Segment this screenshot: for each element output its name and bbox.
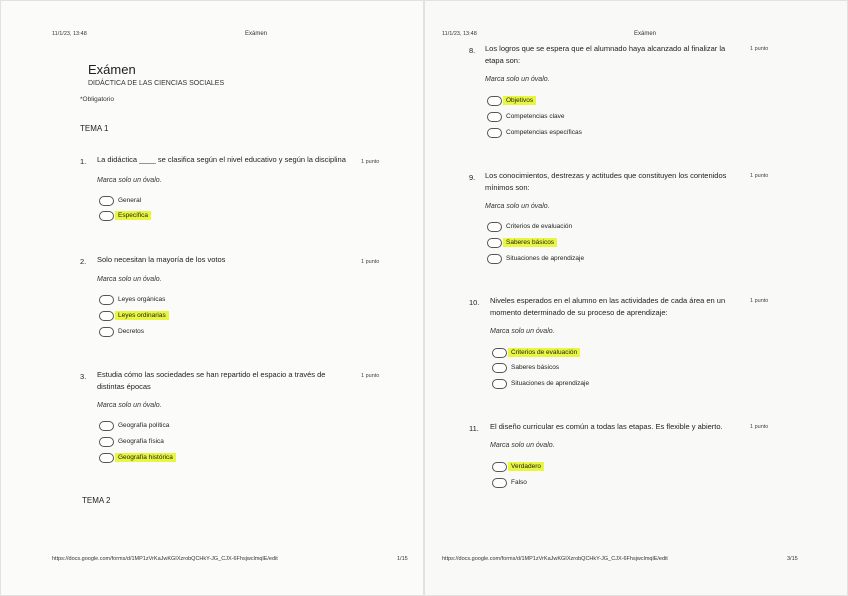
- question-points: 1 punto: [750, 173, 769, 179]
- option-geografia-politica[interactable]: [99, 420, 170, 431]
- question-instruction: Marca solo un óvalo.: [97, 276, 162, 283]
- footer-url: https://docs.google.com/forms/d/1MP1zVrKaJwKGIXzrobQCHkY-JG_CJX-6FhsjwclmqlE/edit: [442, 556, 668, 562]
- section-title-1: TEMA 1: [80, 124, 109, 133]
- radio-oval[interactable]: [99, 453, 114, 463]
- option-competencias-especificas[interactable]: [487, 127, 583, 138]
- option-label-highlighted: Criterios de evaluación: [508, 348, 580, 357]
- question-text: Los logros que se espera que el alumnado haya alcanzado al finalizar la etapa son:: [485, 44, 726, 65]
- option-label-highlighted: Leyes ordinarias: [115, 311, 169, 320]
- radio-oval[interactable]: [99, 196, 114, 206]
- radio-oval[interactable]: [99, 311, 114, 321]
- option-label-highlighted: Verdadero: [508, 462, 544, 471]
- option-especifica[interactable]: [99, 210, 151, 221]
- option-objetivos[interactable]: [487, 95, 536, 106]
- footer-url: https://docs.google.com/forms/d/1MP1zVrKaJwKGIXzrobQCHkY-JG_CJX-6FhsjwclmqlE/edit: [52, 556, 278, 562]
- radio-oval[interactable]: [492, 478, 507, 488]
- option-label: Falso: [511, 479, 527, 486]
- option-competencias-clave[interactable]: [487, 111, 566, 122]
- option-falso[interactable]: [492, 477, 528, 488]
- option-label: General: [118, 197, 142, 204]
- option-label-highlighted: Geografía histórica: [115, 453, 176, 462]
- radio-oval[interactable]: [487, 238, 502, 248]
- question-number: 11.: [469, 424, 479, 433]
- option-label: Leyes orgánicas: [118, 296, 166, 303]
- header-title: Exámen: [634, 31, 657, 37]
- option-leyes-ordinarias[interactable]: [99, 310, 169, 321]
- question-points: 1 punto: [361, 159, 380, 165]
- question-points: 1 punto: [361, 259, 380, 265]
- option-label-highlighted: Saberes básicos: [503, 238, 557, 247]
- question-text: Niveles esperados en el alumno en las actividades de cada área en un momento determinado de su proceso de aprendizaje:: [490, 296, 726, 317]
- option-label-highlighted: Específica: [115, 211, 151, 220]
- radio-oval[interactable]: [492, 462, 507, 472]
- question-points: 1 punto: [750, 424, 769, 430]
- radio-oval[interactable]: [99, 421, 114, 431]
- option-geografia-fisica[interactable]: [99, 436, 165, 447]
- radio-oval[interactable]: [492, 363, 507, 373]
- radio-oval[interactable]: [487, 128, 502, 138]
- option-saberes-basicos[interactable]: [487, 237, 557, 248]
- question-points: 1 punto: [750, 298, 769, 304]
- option-label: Criterios de evaluación: [506, 223, 573, 230]
- option-situaciones-de-aprendizaje[interactable]: [487, 253, 585, 264]
- question-instruction: Marca solo un óvalo.: [490, 442, 555, 449]
- option-criterios-de-evaluacion[interactable]: [487, 221, 573, 232]
- question-number: 1.: [80, 157, 87, 166]
- header-datetime: 11/1/23, 13:48: [442, 31, 477, 37]
- option-decretos[interactable]: [99, 326, 145, 337]
- question-points: 1 punto: [750, 46, 769, 52]
- option-criterios-de-evaluacion[interactable]: [492, 347, 580, 358]
- option-label-highlighted: Objetivos: [503, 96, 536, 105]
- radio-oval[interactable]: [487, 96, 502, 106]
- option-label: Situaciones de aprendizaje: [511, 380, 590, 387]
- radio-oval[interactable]: [492, 379, 507, 389]
- option-label: Geografía política: [118, 422, 170, 429]
- radio-oval[interactable]: [492, 348, 507, 358]
- question-number: 2.: [80, 257, 87, 266]
- footer-page: 1/15: [397, 556, 408, 562]
- option-geografia-historica[interactable]: [99, 452, 176, 463]
- question-number: 3.: [80, 372, 87, 381]
- question-instruction: Marca solo un óvalo.: [97, 177, 162, 184]
- question-points: 1 punto: [361, 373, 380, 379]
- radio-oval[interactable]: [99, 437, 114, 447]
- option-verdadero[interactable]: [492, 461, 544, 472]
- question-text: La didáctica ____ se clasifica según el nivel educativo y según la disciplina: [97, 155, 346, 164]
- question-text: El diseño curricular es común a todas las etapas. Es flexible y abierto.: [490, 422, 723, 431]
- header-datetime: 11/1/23, 13:48: [52, 31, 87, 37]
- radio-oval[interactable]: [487, 222, 502, 232]
- radio-oval[interactable]: [487, 112, 502, 122]
- header-title: Exámen: [245, 31, 268, 37]
- radio-oval[interactable]: [99, 327, 114, 337]
- option-label: Competencias específicas: [506, 129, 582, 136]
- option-general[interactable]: [99, 195, 142, 206]
- option-saberes-basicos[interactable]: [492, 362, 560, 373]
- question-text: Estudia cómo las sociedades se han repartido el espacio a través de distintas épocas: [97, 370, 326, 391]
- option-situaciones-de-aprendizaje[interactable]: [492, 378, 590, 389]
- question-text: Solo necesitan la mayoría de los votos: [97, 255, 226, 264]
- option-label: Geografía física: [118, 438, 164, 445]
- option-leyes-organicas[interactable]: [99, 294, 166, 305]
- question-instruction: Marca solo un óvalo.: [97, 402, 162, 409]
- question-text: Los conocimientos, destrezas y actitudes que constituyen los contenidos mínimos son:: [485, 171, 727, 192]
- form-title: Exámen: [88, 62, 136, 77]
- option-label: Competencias clave: [506, 113, 565, 120]
- question-number: 8.: [469, 46, 476, 55]
- question-instruction: Marca solo un óvalo.: [490, 328, 555, 335]
- footer-page: 3/15: [787, 556, 798, 562]
- option-label: Decretos: [118, 328, 145, 335]
- radio-oval[interactable]: [487, 254, 502, 264]
- radio-oval[interactable]: [99, 211, 114, 221]
- form-subtitle: DIDÁCTICA DE LAS CIENCIAS SOCIALES: [88, 80, 225, 87]
- section-title-2: TEMA 2: [82, 496, 111, 505]
- question-instruction: Marca solo un óvalo.: [485, 203, 550, 210]
- option-label: Saberes básicos: [511, 364, 560, 371]
- question-number: 9.: [469, 173, 476, 182]
- option-label: Situaciones de aprendizaje: [506, 255, 585, 262]
- radio-oval[interactable]: [99, 295, 114, 305]
- required-note: *Obligatorio: [80, 96, 114, 103]
- right-page: [424, 0, 848, 596]
- question-number: 10.: [469, 298, 480, 307]
- question-instruction: Marca solo un óvalo.: [485, 76, 550, 83]
